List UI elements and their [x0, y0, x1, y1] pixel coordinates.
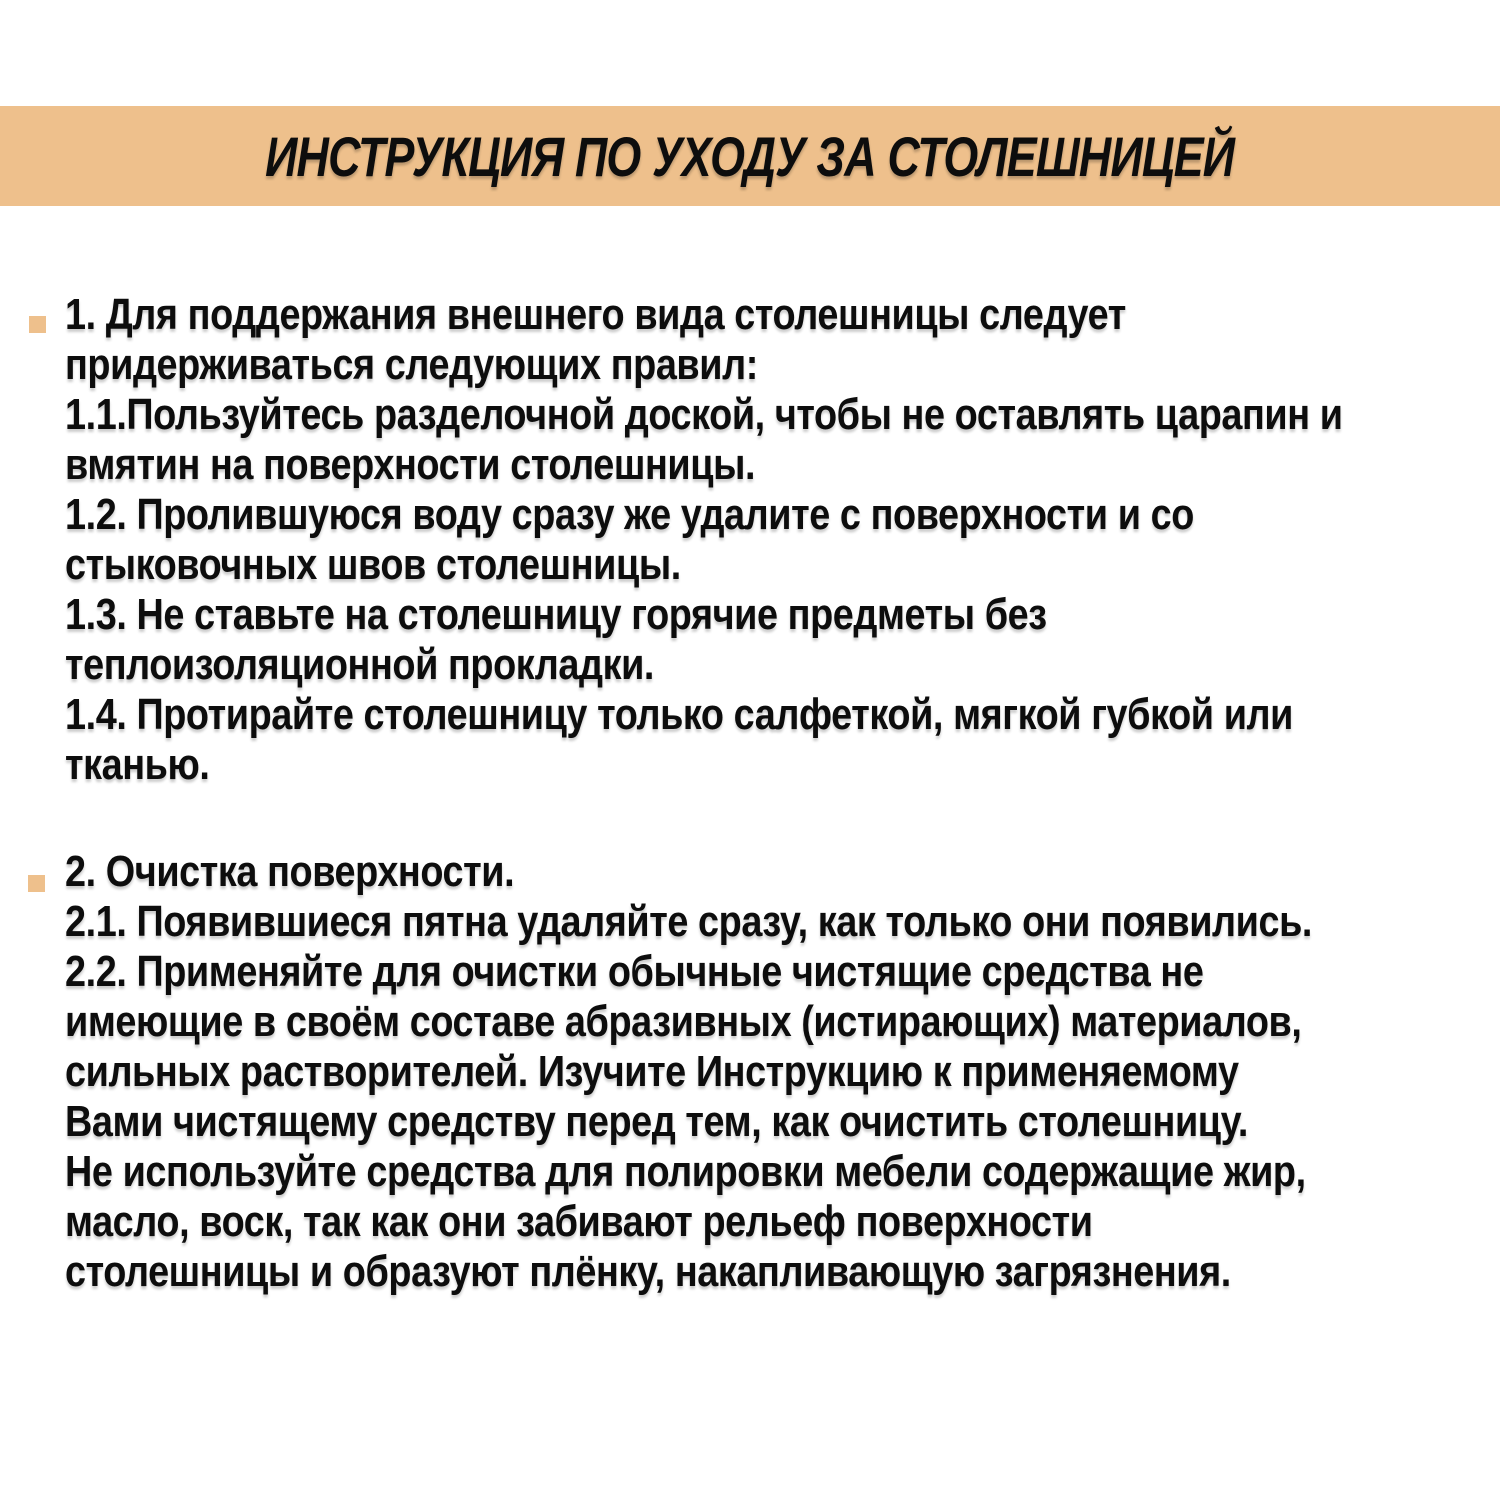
- text-line: вмятин на поверхности столешницы.: [65, 440, 756, 489]
- text-line: 1.4. Протирайте столешницу только салфеткой, мягкой губкой или: [65, 690, 1293, 739]
- text-line: сильных растворителей. Изучите Инструкцию к применяемому: [65, 1047, 1239, 1096]
- text-line: 2.1. Появившиеся пятна удаляйте сразу, как только они появились.: [65, 897, 1312, 946]
- text-line: тканью.: [65, 740, 210, 789]
- text-line: Вами чистящему средству перед тем, как очистить столешницу.: [65, 1097, 1249, 1146]
- header-band: [0, 106, 1500, 206]
- text-line: теплоизоляционной прокладки.: [65, 640, 655, 689]
- section-surface-cleaning: [65, 847, 1312, 1297]
- text-line: масло, воск, так как они забивают рельеф поверхности: [65, 1197, 1093, 1246]
- text-line: 2.2. Применяйте для очистки обычные чистящие средства не: [65, 947, 1204, 996]
- text-line: столешницы и образуют плёнку, накапливающую загрязнения.: [65, 1247, 1231, 1296]
- text-line: придерживаться следующих правил:: [65, 340, 758, 389]
- text-line: 1.1.Пользуйтесь разделочной доской, чтобы не оставлять царапин и: [65, 390, 1343, 439]
- text-line: имеющие в своём составе абразивных (истирающих) материалов,: [65, 997, 1302, 1046]
- section-care-rules: [65, 290, 1343, 790]
- text-line: 2. Очистка поверхности.: [65, 847, 515, 896]
- text-line: Не используйте средства для полировки мебели содержащие жир,: [65, 1147, 1306, 1196]
- square-bullet-icon: [29, 316, 46, 333]
- text-line: 1.3. Не ставьте на столешницу горячие предметы без: [65, 590, 1047, 639]
- page-title: ИНСТРУКЦИЯ ПО УХОДУ ЗА СТОЛЕШНИЦЕЙ: [265, 124, 1235, 188]
- text-line: 1. Для поддержания внешнего вида столешницы следует: [65, 290, 1126, 339]
- text-line: 1.2. Пролившуюся воду сразу же удалите с поверхности и со: [65, 490, 1194, 539]
- text-line: стыковочных швов столешницы.: [65, 540, 681, 589]
- square-bullet-icon: [28, 875, 45, 892]
